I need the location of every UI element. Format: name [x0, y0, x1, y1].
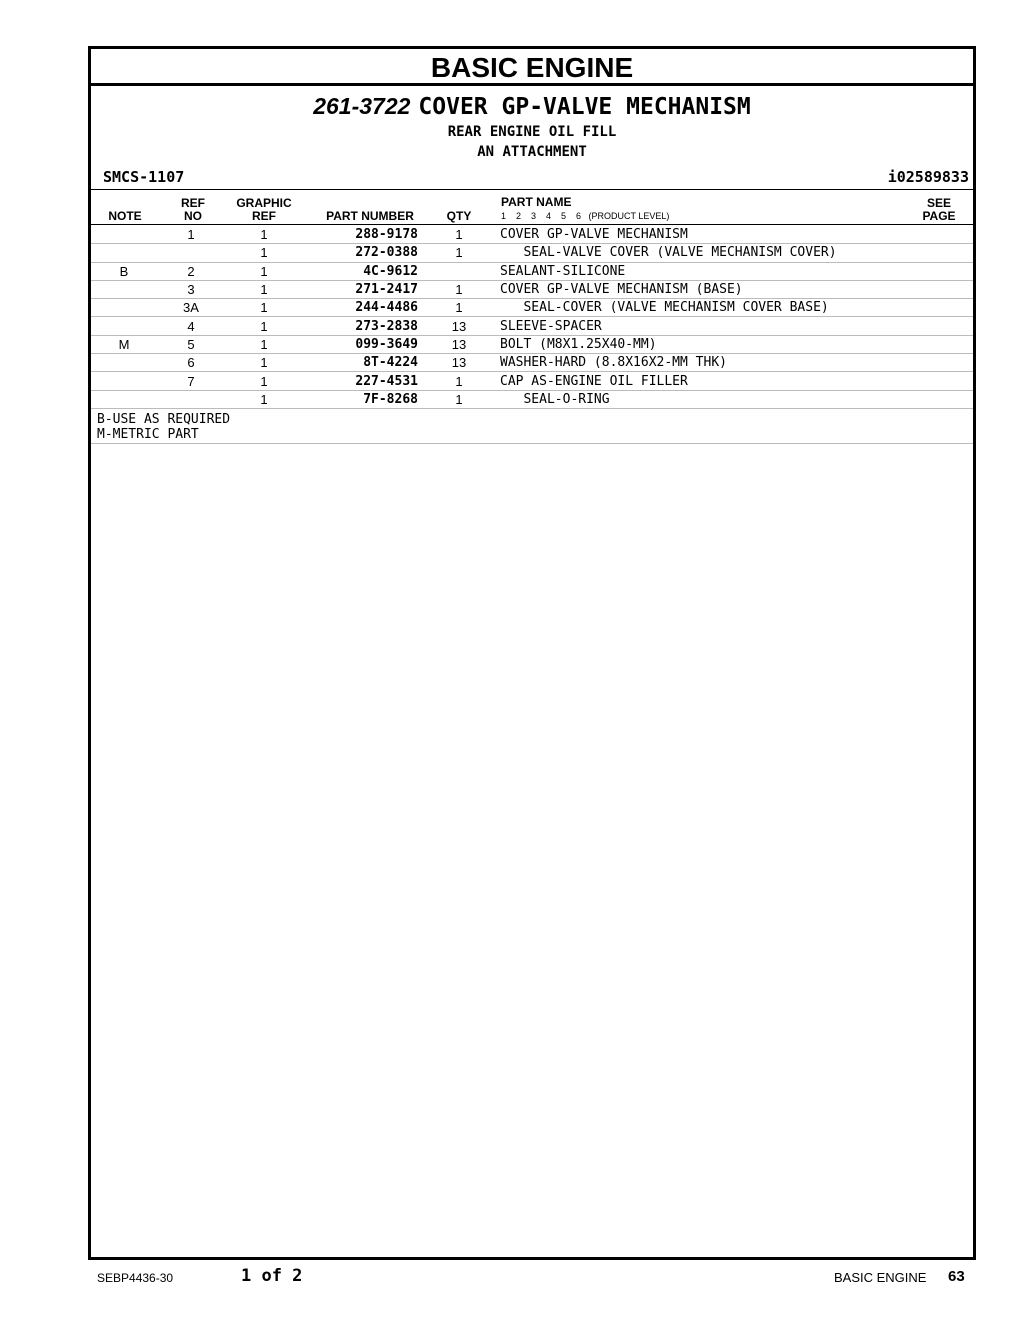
- ref-cell: [157, 244, 225, 262]
- qty-cell: 1: [418, 372, 500, 390]
- qty-cell: 1: [418, 299, 500, 317]
- ref-cell: 6: [157, 354, 225, 372]
- footer-section: BASIC ENGINE: [834, 1270, 927, 1285]
- table-row: [91, 280, 973, 298]
- ref-cell: 1: [157, 226, 225, 244]
- ref-cell: 5: [157, 335, 225, 353]
- note-b: B-USE AS REQUIRED: [97, 412, 231, 427]
- part-name-cell: CAP AS-ENGINE OIL FILLER: [500, 372, 973, 390]
- part-number-cell: 099-3649: [303, 335, 418, 353]
- table-row: [91, 372, 973, 390]
- graphic-ref-cell: 1: [225, 354, 303, 372]
- section-title: BASIC ENGINE: [91, 49, 973, 86]
- part-name-cell: COVER GP-VALVE MECHANISM (BASE): [500, 280, 973, 298]
- header-ref-no: [169, 197, 217, 223]
- header-part-number: PART NUMBER: [326, 209, 414, 223]
- part-number-cell: 272-0388: [303, 244, 418, 262]
- qty-cell: 1: [418, 390, 500, 408]
- table-row: [91, 390, 973, 408]
- part-number-cell: 273-2838: [303, 317, 418, 335]
- part-name-cell: BOLT (M8X1.25X40-MM): [500, 335, 973, 353]
- ref-cell: 2: [157, 262, 225, 280]
- header-ref-bottom: NO: [184, 209, 202, 223]
- header-see-bottom: PAGE: [922, 209, 956, 223]
- qty-cell: 1: [418, 280, 500, 298]
- qty-cell: 1: [418, 226, 500, 244]
- qty-cell: 13: [418, 354, 500, 372]
- qty-cell: 13: [418, 335, 500, 353]
- part-number-cell: 244-4486: [303, 299, 418, 317]
- part-name-cell: SEAL-VALVE COVER (VALVE MECHANISM COVER): [500, 244, 973, 262]
- page-frame: [88, 46, 976, 1260]
- table-row: [91, 244, 973, 262]
- note-cell: [91, 280, 157, 298]
- header-part-name: PART NAME: [501, 195, 572, 209]
- header-graphic-ref: [227, 197, 301, 223]
- header-graphic-bottom: REF: [252, 209, 276, 223]
- table-row: [91, 226, 973, 244]
- header-graphic-top: GRAPHIC: [236, 196, 292, 210]
- table-row: [91, 262, 973, 280]
- note-m: M-METRIC PART: [97, 427, 199, 442]
- table-row: [91, 299, 973, 317]
- ref-cell: 4: [157, 317, 225, 335]
- document-id: i02589833: [887, 168, 969, 186]
- graphic-ref-cell: 1: [225, 317, 303, 335]
- part-number-cell: 227-4531: [303, 372, 418, 390]
- part-name-cell: SLEEVE-SPACER: [500, 317, 973, 335]
- part-name-cell: SEAL-COVER (VALVE MECHANISM COVER BASE): [500, 299, 973, 317]
- graphic-ref-cell: 1: [225, 262, 303, 280]
- header-see-page: [915, 197, 963, 223]
- header-top-rule: [91, 189, 973, 190]
- note-cell: [91, 299, 157, 317]
- header-note: NOTE: [108, 209, 142, 223]
- graphic-ref-cell: 1: [225, 244, 303, 262]
- document-title: [91, 93, 973, 120]
- part-number-cell: 4C-9612: [303, 262, 418, 280]
- qty-cell: 13: [418, 317, 500, 335]
- table-row: [91, 335, 973, 353]
- part-number-cell: 7F-8268: [303, 390, 418, 408]
- header-bottom-rule: [91, 224, 973, 225]
- note-cell: [91, 372, 157, 390]
- ref-cell: 3A: [157, 299, 225, 317]
- header-product-level: 1 2 3 4 5 6 (PRODUCT LEVEL): [501, 211, 670, 221]
- graphic-ref-cell: 1: [225, 372, 303, 390]
- parts-table: [91, 226, 973, 409]
- note-cell: [91, 390, 157, 408]
- part-name-cell: SEALANT-SILICONE: [500, 262, 973, 280]
- header-qty: QTY: [446, 209, 472, 223]
- graphic-ref-cell: 1: [225, 390, 303, 408]
- note-cell: [91, 354, 157, 372]
- title-part-number: 261-3722: [313, 93, 411, 119]
- note-cell: [91, 244, 157, 262]
- notes-legend: [97, 412, 230, 442]
- qty-cell: [418, 262, 500, 280]
- ref-cell: 3: [157, 280, 225, 298]
- part-name-cell: SEAL-O-RING: [500, 390, 973, 408]
- smcs-code: SMCS-1107: [103, 168, 185, 186]
- title-part-name: COVER GP-VALVE MECHANISM: [418, 94, 751, 120]
- table-row: [91, 354, 973, 372]
- header-see-top: SEE: [926, 196, 951, 210]
- part-name-cell: WASHER-HARD (8.8X16X2-MM THK): [500, 354, 973, 372]
- footer-page-of: 1 of 2: [241, 1266, 303, 1286]
- part-number-cell: 271-2417: [303, 280, 418, 298]
- table-row: [91, 317, 973, 335]
- notes-rule: [91, 443, 973, 444]
- ref-cell: 7: [157, 372, 225, 390]
- graphic-ref-cell: 1: [225, 226, 303, 244]
- footer-document-number: SEBP4436-30: [97, 1271, 174, 1285]
- part-name-cell: COVER GP-VALVE MECHANISM: [500, 226, 973, 244]
- footer-page-number: 63: [948, 1268, 965, 1285]
- header-ref-top: REF: [181, 196, 205, 210]
- graphic-ref-cell: 1: [225, 280, 303, 298]
- note-cell: [91, 226, 157, 244]
- subtitle-1: REAR ENGINE OIL FILL: [447, 124, 617, 140]
- qty-cell: 1: [418, 244, 500, 262]
- subtitle-2: AN ATTACHMENT: [477, 144, 587, 160]
- note-cell: M: [91, 335, 157, 353]
- graphic-ref-cell: 1: [225, 299, 303, 317]
- ref-cell: [157, 390, 225, 408]
- graphic-ref-cell: 1: [225, 335, 303, 353]
- part-number-cell: 8T-4224: [303, 354, 418, 372]
- note-cell: [91, 317, 157, 335]
- part-number-cell: 288-9178: [303, 226, 418, 244]
- note-cell: B: [91, 262, 157, 280]
